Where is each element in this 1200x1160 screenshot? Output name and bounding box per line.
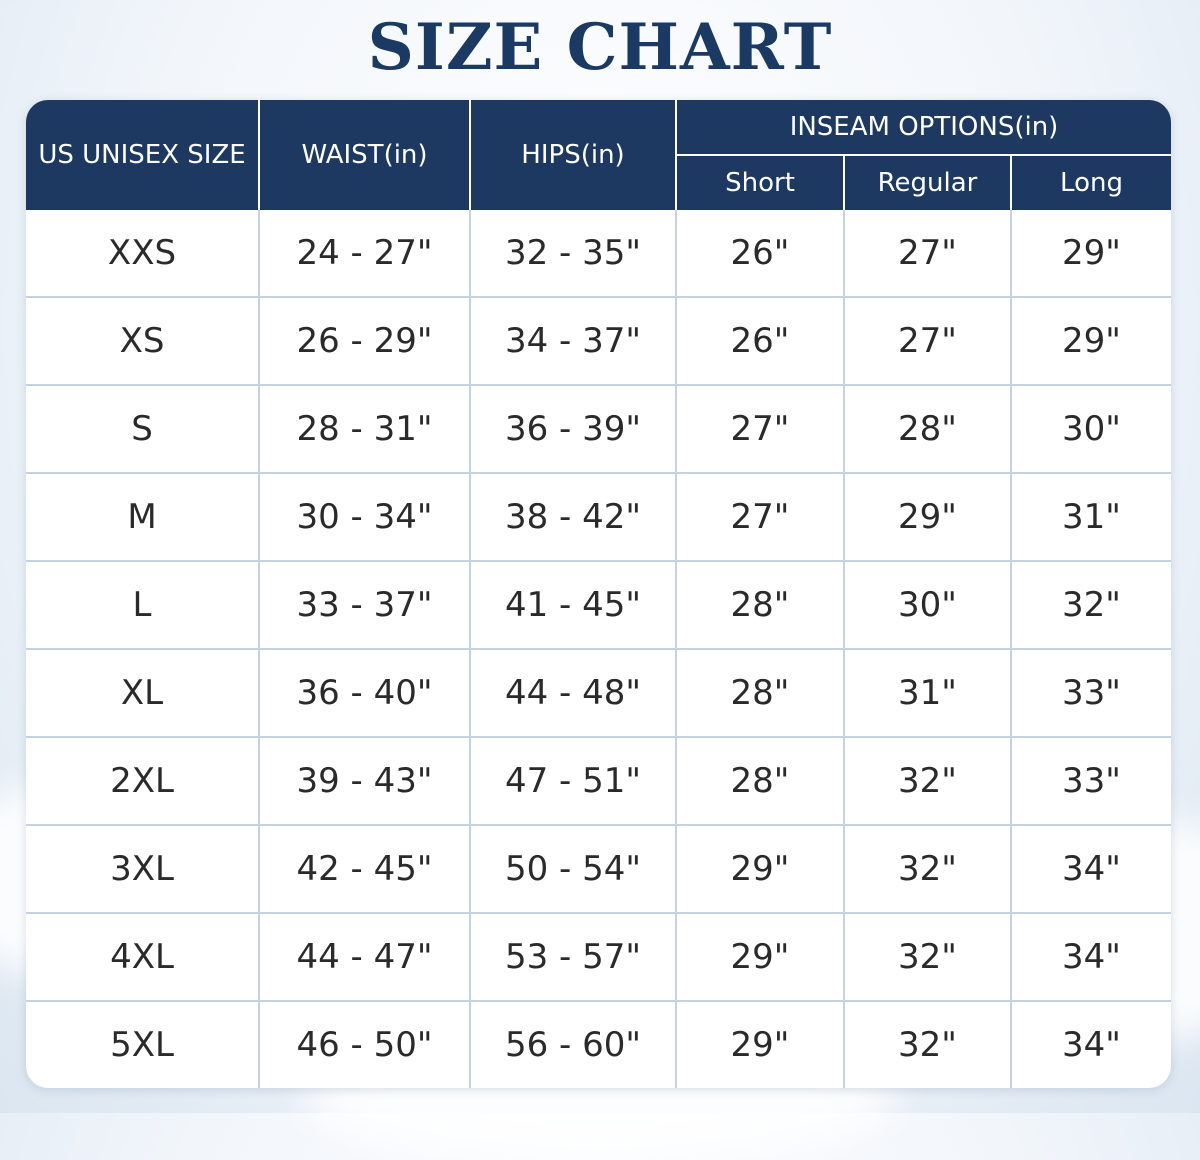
cell-short: 29": [676, 1001, 844, 1088]
header-hips: HIPS(in): [470, 100, 676, 210]
cell-hips: 38 - 42": [470, 473, 676, 561]
cell-hips: 50 - 54": [470, 825, 676, 913]
cell-regular: 32": [844, 1001, 1011, 1088]
cell-long: 34": [1011, 913, 1171, 1001]
cell-hips: 41 - 45": [470, 561, 676, 649]
cell-long: 31": [1011, 473, 1171, 561]
cell-regular: 32": [844, 913, 1011, 1001]
table-row: [26, 825, 1171, 913]
cell-regular: 28": [844, 385, 1011, 473]
header-waist: WAIST(in): [259, 100, 470, 210]
cell-hips: 56 - 60": [470, 1001, 676, 1088]
header-long: Long: [1011, 155, 1171, 210]
cell-hips: 36 - 39": [470, 385, 676, 473]
cell-long: 30": [1011, 385, 1171, 473]
cell-short: 29": [676, 825, 844, 913]
table-header: [26, 100, 1171, 210]
cell-regular: 29": [844, 473, 1011, 561]
header-short: Short: [676, 155, 844, 210]
cell-size: XL: [26, 649, 259, 737]
cell-short: 28": [676, 561, 844, 649]
header-inseam-options: INSEAM OPTIONS(in): [676, 100, 1171, 155]
page-title: SIZE CHART: [367, 10, 833, 85]
size-chart-table: [26, 100, 1171, 1088]
cell-size: XS: [26, 297, 259, 385]
cell-long: 29": [1062, 233, 1121, 273]
cell-waist: 28 - 31": [259, 385, 470, 473]
cell-hips: 53 - 57": [470, 913, 676, 1001]
cell-short: 26": [676, 297, 844, 385]
cell-short: 27": [676, 473, 844, 561]
size-chart-table-container: [26, 100, 1171, 1088]
cell-waist: 30 - 34": [259, 473, 470, 561]
cell-size: 2XL: [26, 737, 259, 825]
cell-waist: 42 - 45": [259, 825, 470, 913]
table-row: [26, 473, 1171, 561]
table-row: [26, 737, 1171, 825]
cell-size: 3XL: [26, 825, 259, 913]
table-row: [26, 561, 1171, 649]
table-row: [26, 1001, 1171, 1088]
cell-regular: 31": [844, 649, 1011, 737]
cell-long: 33": [1011, 649, 1171, 737]
cell-waist: 44 - 47": [259, 913, 470, 1001]
cell-size: 5XL: [26, 1001, 259, 1088]
cell-size: L: [26, 561, 259, 649]
cell-long: 33": [1011, 737, 1171, 825]
cell-waist: 26 - 29": [259, 297, 470, 385]
cell-hips: 34 - 37": [470, 297, 676, 385]
cell-waist: 46 - 50": [259, 1001, 470, 1088]
table-row: [26, 210, 1171, 297]
table-row: [26, 385, 1171, 473]
table-row: [26, 297, 1171, 385]
cell-regular: 27": [844, 210, 1011, 297]
cell-short: 26": [676, 210, 844, 297]
cell-waist: 24 - 27": [259, 210, 470, 297]
cell-long: 29": [1011, 297, 1171, 385]
cell-size: XXS: [26, 210, 259, 297]
cell-long: 32": [1011, 561, 1171, 649]
header-size: US UNISEX SIZE: [26, 100, 259, 210]
table-row: [26, 649, 1171, 737]
cell-short: 28": [676, 737, 844, 825]
cell-size: 4XL: [26, 913, 259, 1001]
cell-hips: 44 - 48": [470, 649, 676, 737]
cell-long: 34": [1011, 825, 1171, 913]
cell-hips: 32 - 35": [470, 210, 676, 297]
cell-waist: 39 - 43": [259, 737, 470, 825]
cell-long: 34": [1011, 1001, 1171, 1088]
header-regular: Regular: [844, 155, 1011, 210]
cell-regular: 32": [844, 737, 1011, 825]
cell-short: 28": [676, 649, 844, 737]
cell-regular: 30": [844, 561, 1011, 649]
table-body: [26, 210, 1171, 1088]
cell-regular: 27": [844, 297, 1011, 385]
cell-waist: 33 - 37": [259, 561, 470, 649]
cell-regular: 32": [844, 825, 1011, 913]
cell-waist: 36 - 40": [259, 649, 470, 737]
table-row: [26, 913, 1171, 1001]
cell-size: S: [26, 385, 259, 473]
cell-hips: 47 - 51": [470, 737, 676, 825]
cell-short: 29": [676, 913, 844, 1001]
cell-short: 27": [676, 385, 844, 473]
cell-size: M: [26, 473, 259, 561]
